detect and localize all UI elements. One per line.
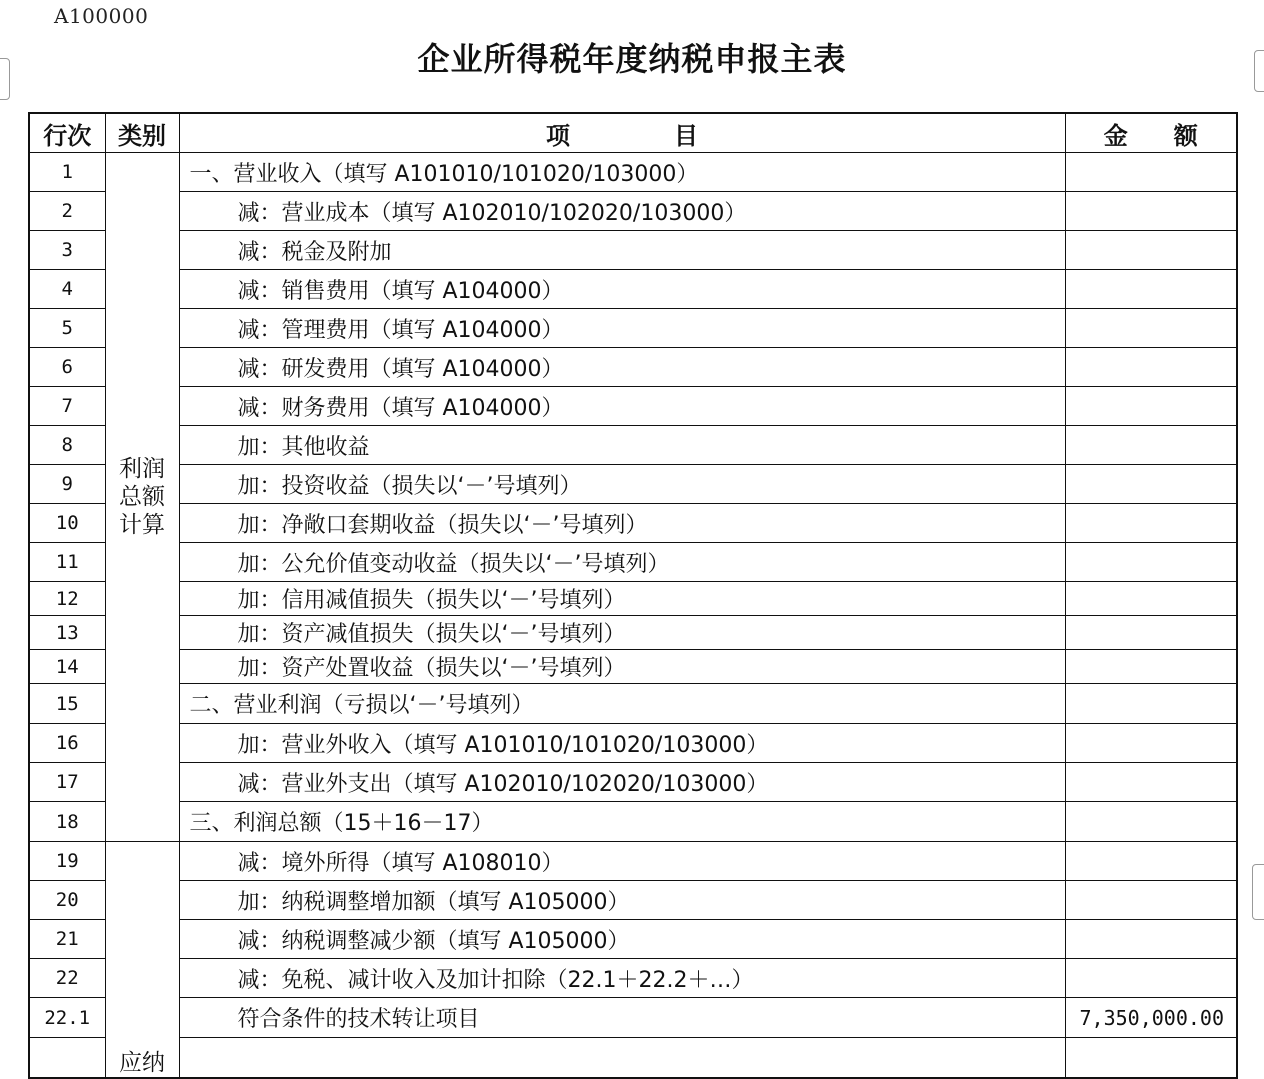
row-number: 2: [29, 192, 105, 231]
row-number: 20: [29, 881, 105, 920]
row-amount[interactable]: [1065, 231, 1237, 270]
table-row: [29, 763, 1237, 802]
row-number: 1: [29, 153, 105, 192]
row-number: 5: [29, 309, 105, 348]
row-amount[interactable]: [1065, 192, 1237, 231]
tax-return-table: [28, 112, 1238, 1079]
row-number: 15: [29, 684, 105, 724]
header-amount-part-b: 额: [1173, 121, 1198, 150]
row-amount[interactable]: [1065, 387, 1237, 426]
row-number: 16: [29, 724, 105, 763]
category-label: 应纳: [119, 1049, 165, 1076]
row-number: 14: [29, 650, 105, 684]
table-row: [29, 920, 1237, 959]
row-item: 减：境外所得（填写 A108010）: [179, 842, 1065, 881]
table-row: [29, 802, 1237, 842]
table-row: [29, 231, 1237, 270]
row-item: 加：其他收益: [179, 426, 1065, 465]
row-item: 减：税金及附加: [179, 231, 1065, 270]
row-amount[interactable]: [1065, 348, 1237, 387]
table-row: [29, 348, 1237, 387]
row-amount[interactable]: [1065, 504, 1237, 543]
row-item: 加：信用减值损失（损失以‘－’号填列）: [179, 582, 1065, 616]
row-item: 减：研发费用（填写 A104000）: [179, 348, 1065, 387]
row-amount[interactable]: [1065, 881, 1237, 920]
table-row: [29, 192, 1237, 231]
category-cell-taxable: [105, 842, 179, 1078]
table-row: [29, 153, 1237, 192]
row-item: 加：资产处置收益（损失以‘－’号填列）: [179, 650, 1065, 684]
row-item: 减：销售费用（填写 A104000）: [179, 270, 1065, 309]
row-amount[interactable]: [1065, 842, 1237, 881]
table-row: [29, 270, 1237, 309]
row-number: 11: [29, 543, 105, 582]
row-amount[interactable]: [1065, 582, 1237, 616]
table-row: [29, 504, 1237, 543]
table-row: [29, 582, 1237, 616]
row-item: 加：资产减值损失（损失以‘－’号填列）: [179, 616, 1065, 650]
table-row: [29, 724, 1237, 763]
row-item: 加：投资收益（损失以‘－’号填列）: [179, 465, 1065, 504]
row-number: 12: [29, 582, 105, 616]
row-number: 9: [29, 465, 105, 504]
row-item: 加：营业外收入（填写 A101010/101020/103000）: [179, 724, 1065, 763]
row-number: 17: [29, 763, 105, 802]
right-edge-tab-top[interactable]: [1254, 50, 1264, 92]
row-amount[interactable]: [1065, 270, 1237, 309]
header-item-part-a: 项: [546, 121, 570, 150]
row-item: 减：营业成本（填写 A102010/102020/103000）: [179, 192, 1065, 231]
header-item-part-b: 目: [674, 121, 698, 150]
row-amount[interactable]: [1065, 763, 1237, 802]
row-number: 22: [29, 959, 105, 998]
row-item: 加：公允价值变动收益（损失以‘－’号填列）: [179, 543, 1065, 582]
category-cell-profit: [105, 153, 179, 842]
page-title: 企业所得税年度纳税申报主表: [417, 40, 847, 78]
row-item: 减：纳税调整减少额（填写 A105000）: [179, 920, 1065, 959]
row-item: 减：营业外支出（填写 A102010/102020/103000）: [179, 763, 1065, 802]
table-row: [29, 426, 1237, 465]
row-item: 一、营业收入（填写 A101010/101020/103000）: [179, 153, 1065, 192]
row-number: 21: [29, 920, 105, 959]
row-item: 二、营业利润（亏损以‘－’号填列）: [179, 684, 1065, 724]
header-amount-part-a: 金: [1103, 121, 1128, 150]
row-item: 减：管理费用（填写 A104000）: [179, 309, 1065, 348]
row-amount[interactable]: [1065, 920, 1237, 959]
row-number: 13: [29, 616, 105, 650]
row-amount[interactable]: [1065, 959, 1237, 998]
row-item: 三、利润总额（15＋16－17）: [179, 802, 1065, 842]
right-edge-tab-bottom[interactable]: [1252, 864, 1264, 920]
row-number: 18: [29, 802, 105, 842]
row-amount[interactable]: [1065, 684, 1237, 724]
table-row: [29, 616, 1237, 650]
row-amount[interactable]: [1065, 153, 1237, 192]
header-amount: [1065, 113, 1237, 153]
row-amount[interactable]: [1065, 802, 1237, 842]
row-item: 加：净敞口套期收益（损失以‘－’号填列）: [179, 504, 1065, 543]
row-amount[interactable]: [1065, 724, 1237, 763]
row-number: 7: [29, 387, 105, 426]
table-header-row: [29, 113, 1237, 153]
table-row: [29, 387, 1237, 426]
row-amount[interactable]: [1065, 543, 1237, 582]
table-row: [29, 684, 1237, 724]
row-amount[interactable]: [1065, 465, 1237, 504]
row-number: 8: [29, 426, 105, 465]
table-row: [29, 842, 1237, 881]
row-amount[interactable]: [1065, 650, 1237, 684]
row-item: 减：免税、减计收入及加计扣除（22.1＋22.2＋…）: [179, 959, 1065, 998]
header-category: 类别: [105, 113, 179, 153]
row-amount[interactable]: 7,350,000.00: [1065, 998, 1237, 1038]
row-number: 3: [29, 231, 105, 270]
table-row: [29, 465, 1237, 504]
row-amount[interactable]: [1065, 309, 1237, 348]
row-item: 加：纳税调整增加额（填写 A105000）: [179, 881, 1065, 920]
table-row: [29, 959, 1237, 998]
table-row: [29, 998, 1237, 1038]
row-number: 22.1: [29, 998, 105, 1038]
row-item: 减：财务费用（填写 A104000）: [179, 387, 1065, 426]
table-row: [29, 543, 1237, 582]
table-row: [29, 309, 1237, 348]
table-row: [29, 650, 1237, 684]
row-amount[interactable]: [1065, 426, 1237, 465]
left-edge-tab[interactable]: [0, 58, 10, 100]
row-number: 10: [29, 504, 105, 543]
row-number: 4: [29, 270, 105, 309]
table-row: [29, 881, 1237, 920]
row-amount[interactable]: [1065, 616, 1237, 650]
row-item: 符合条件的技术转让项目: [179, 998, 1065, 1038]
form-code: A100000: [54, 4, 149, 28]
header-item: [179, 113, 1065, 153]
row-number: 19: [29, 842, 105, 881]
header-row-number: 行次: [29, 113, 105, 153]
row-number: 6: [29, 348, 105, 387]
category-label: 利润总额计算: [119, 456, 165, 538]
